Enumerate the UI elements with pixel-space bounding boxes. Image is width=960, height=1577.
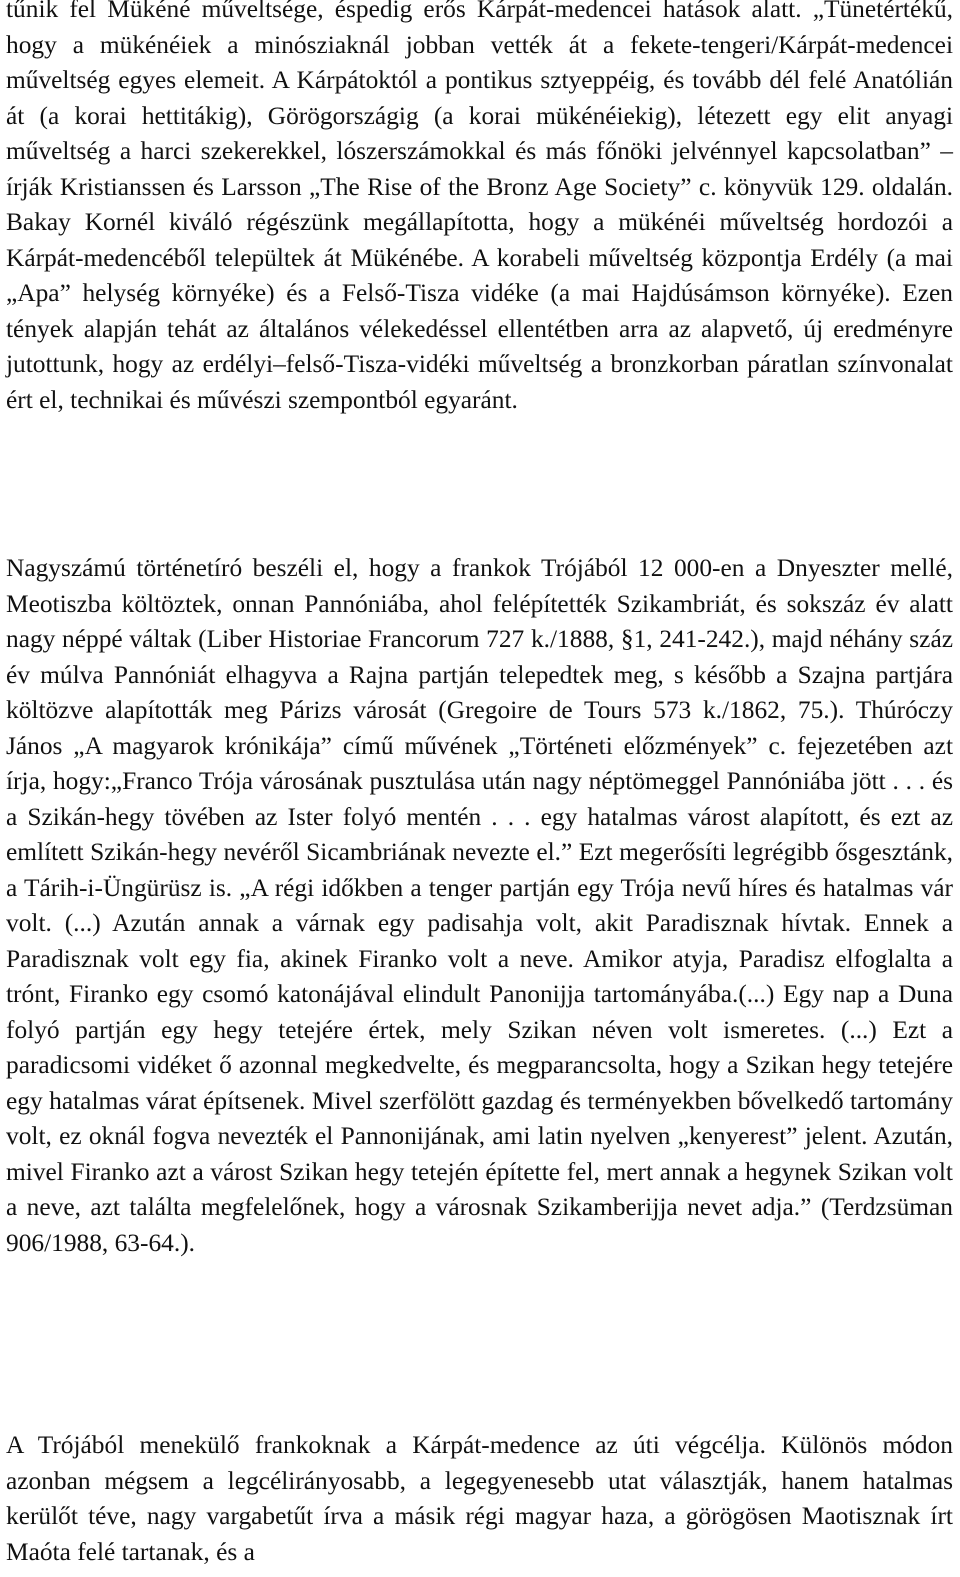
paragraph-carpathian-destination: A Trójából menekülő frankoknak a Kárpát-medence az úti végcélja. Különös módon azonban mégsem a legcélirányosabb, a legegyenesebb utat választják, hanem hatalmas kerülőt téve, nagy vargabetűt írva a másik régi magyar haza, a görögösen Maotisznak írt Maóta felé tartanak, és a	[6, 1431, 953, 1566]
paragraph-franks-troy: Nagyszámú történetíró beszéli el, hogy a frankok Trójából 12 000-en a Dnyeszter mellé, Meotiszba költöztek, onnan Pannóniába, ahol felépítették Szikambriát, és sokszáz év alatt nagy néppé váltak (Liber Historiae Francorum 727 k./1888, §1, 241-242.), majd néhány száz év múlva Pannóniát elhagyva a Rajna partján telepedtek meg, s később a Szajna partjára költözve alapították meg Párizs városát (Gregoire de Tours 573 k./1862, 75.). Thúróczy János „A magyarok krónikája” című művének „Történeti előzmények” c. fejezetében azt írja, hogy:„Franco Trója városának pusztulása után nagy néptömeggel Pannóniába jött . . . és a Szikán-hegy tövében az Ister folyó mentén . . . egy hatalmas várost alapított, és ezt az említett Szikán-hegy nevéről Sicambriának nevezte el.” Ezt megerősíti legrégibb ősgesztánk, a Tárih-i-Üngürüsz is. „A régi időkben a tenger partján egy Trója nevű híres és hatalmas vár volt. (...) Azután annak a várnak egy padisahja volt, akit Paradisznak hívtak. Ennek a Paradisznak volt egy fia, akinek Firanko volt a neve. Amikor atyja, Paradisz elfoglalta a trónt, Firanko egy csomó katonájával elindult Panonijja tartományába.(...) Egy nap a Duna folyó partján egy hegy tetejére értek, mely Szikan néven volt ismeretes. (...) Ezt a paradicsomi vidéket ő azonnal megkedvelte, és megparancsolta, hogy a Szikan hegy tetejére egy hatalmas várat építsenek. Mivel szerfölött gazdag és terményekben bővelkedő tartomány volt, ez oknál fogva nevezték el Pannonijának, ami latin nyelven „kenyerest” jelent. Azután, mivel Firanko azt a várost Szikan hegy tetején építette fel, mert annak a hegynek Szikan volt a neve, azt találta megfelelőnek, hogy a városnak Szikamberijja nevet adja.” (Terdzsüman 906/1988, 63-64.).	[6, 554, 953, 1257]
paragraph-mukene-culture: tűnik fel Mükéné műveltsége, éspedig erős Kárpát-medencei hatások alatt. „Tünetértékű, hogy a mükénéiek a minósziaknál jobban vették át a fekete-tengeri/Kárpát-medencei műveltség egyes elemeit. A Kárpátoktól a pontikus sztyeppéig, és tovább dél felé Anatólián át (a korai hettitákig), Görögországig (a korai mükénéiekig), létezett egy elit anyagi műveltség a harci szekerekkel, lószerszámokkal és más főnöki jelvénnyel kapcsolatban” – írják Kristianssen és Larsson „The Rise of the Bronz Age Society” c. könyvük 129. oldalán. Bakay Kornél kiváló régészünk megállapította, hogy a mükénéi műveltség hordozói a Kárpát-medencéből települtek át Mükénébe. A korabeli műveltség központja Erdély (a mai „Apa” helység környéke) és a Felső-Tisza vidéke (a mai Hajdúsámson környéke). Ezen tények alapján tehát az általános vélekedéssel ellentétben arra az alapvető, új eredményre jutottunk, hogy az erdélyi–felső-Tisza-vidéki műveltség a bronzkorban páratlan színvonalat ért el, technikai és művészi szempontból egyaránt.	[6, 0, 953, 414]
